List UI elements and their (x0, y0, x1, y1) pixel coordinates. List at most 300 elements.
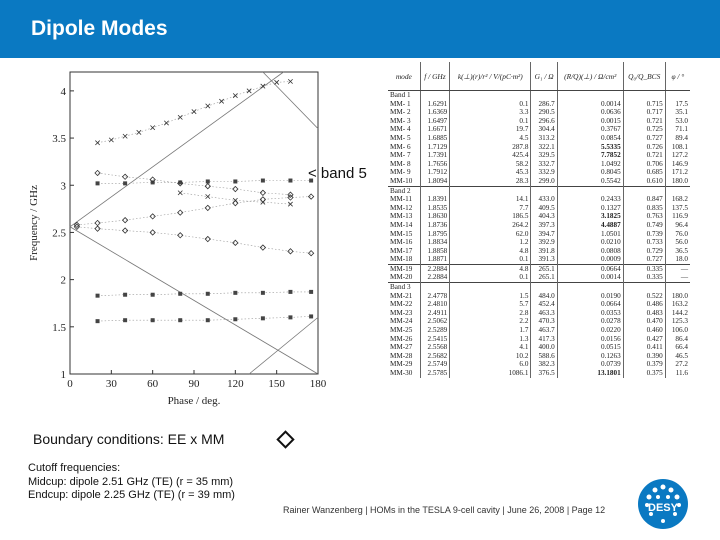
table-cell: 96.4 (665, 221, 690, 230)
table-cell: 1.5 (450, 292, 531, 301)
table-cell: 1.8834 (420, 238, 450, 247)
table-cell: 2.8 (450, 309, 531, 318)
table-cell: 0.763 (623, 212, 665, 221)
table-cell: 1.7 (450, 326, 531, 335)
table-cell: 28.3 (450, 177, 531, 186)
table-cell: MM-29 (390, 360, 413, 369)
table-cell: 452.4 (531, 300, 557, 309)
point-band1 (123, 318, 127, 322)
table-cell: MM-21 (390, 291, 413, 300)
table-cell: MM- 6 (390, 142, 411, 151)
table-cell: 1.8736 (420, 221, 450, 230)
x-tick-label: 90 (188, 378, 200, 390)
table-cell: 76.0 (665, 230, 690, 239)
table-cell: 0.1 (450, 273, 531, 282)
table-cell: 463.3 (531, 309, 557, 318)
table-cell: 322.1 (531, 143, 557, 152)
series-line-band3b (77, 197, 311, 225)
table-cell: 0.0015 (557, 117, 623, 126)
table-cell: 180.0 (665, 292, 690, 301)
table-cell: 168.2 (665, 195, 690, 204)
point-band4 (233, 179, 237, 183)
point-band2 (261, 291, 265, 295)
y-axis-label: Frequency / GHz (28, 185, 40, 261)
point-band4 (206, 179, 210, 183)
table-cell: 1.6369 (420, 108, 450, 117)
table-cell: 186.5 (450, 212, 531, 221)
table-cell: 409.5 (531, 204, 557, 213)
table-cell: 0.0515 (557, 343, 623, 352)
table-row (388, 151, 690, 160)
table-cell: 116.9 (665, 212, 690, 221)
table-cell: 0.1263 (557, 352, 623, 361)
table-cell: 0.460 (623, 326, 665, 335)
table-cell: 0.0014 (557, 273, 623, 282)
table-cell: 0.1 (450, 100, 531, 109)
band-label: Band 3 (388, 283, 420, 292)
table-cell: 137.5 (665, 204, 690, 213)
table-cell: 1.7912 (420, 168, 450, 177)
table-cell: 0.335 (623, 273, 665, 282)
table-row (388, 273, 690, 282)
point-band2 (151, 293, 155, 297)
table-cell: 304.4 (531, 125, 557, 134)
table-cell: 0.0636 (557, 108, 623, 117)
table-cell: 417.3 (531, 335, 557, 344)
table-cell: 2.5415 (420, 335, 450, 344)
table-cell: 0.390 (623, 352, 665, 361)
table-cell: 0.0014 (557, 100, 623, 109)
table-cell: 0.715 (623, 100, 665, 109)
point-band5 (123, 134, 127, 138)
point-band5 (247, 89, 251, 93)
table-header-0: mode (388, 62, 420, 91)
table-cell: 0.727 (623, 255, 665, 264)
table-cell: 264.2 (450, 221, 531, 230)
table-cell: — (665, 264, 690, 273)
x-tick-label: 150 (268, 378, 285, 390)
table-cell: 0.0220 (557, 326, 623, 335)
series-line-band5b (180, 193, 290, 204)
band-5-annotation: < band 5 (308, 165, 367, 182)
point-band2 (96, 294, 100, 298)
table-cell: 394.7 (531, 230, 557, 239)
table-cell: 0.5542 (557, 177, 623, 186)
table-row (388, 100, 690, 109)
table-cell: 433.0 (531, 195, 557, 204)
x-tick-label: 30 (105, 378, 117, 390)
table-cell: 392.9 (531, 238, 557, 247)
y-tick-label: 1 (60, 369, 66, 381)
table-header-5: Q₀/Q_BCS (623, 62, 665, 91)
table-row (388, 212, 690, 221)
table-cell: 2.5785 (420, 369, 450, 378)
table-cell: 2.5749 (420, 360, 450, 369)
table-cell: 1.6291 (420, 100, 450, 109)
table-row (388, 160, 690, 169)
point-band1 (288, 315, 292, 319)
point-band1 (309, 314, 313, 318)
table-cell: MM-13 (390, 212, 413, 221)
point-band5 (288, 79, 292, 83)
table-cell: 0.411 (623, 343, 665, 352)
cutoff-frequencies (28, 462, 235, 503)
table-cell: 35.1 (665, 108, 690, 117)
point-band1 (233, 317, 237, 321)
table-row (388, 117, 690, 126)
table-cell: MM-26 (390, 334, 413, 343)
table-cell: 1.0501 (557, 230, 623, 239)
table-cell: MM-17 (390, 246, 413, 255)
y-tick-label: 2 (60, 274, 66, 287)
table-cell: 1.8630 (420, 212, 450, 221)
x-tick-label: 120 (227, 378, 244, 390)
table-cell: MM-19 (388, 264, 420, 273)
table-cell: 1.8535 (420, 204, 450, 213)
table-cell: 0.0854 (557, 134, 623, 143)
point-band1 (206, 318, 210, 322)
table-cell: MM-28 (390, 351, 413, 360)
table-cell: 0.0353 (557, 309, 623, 318)
table-cell: 108.1 (665, 143, 690, 152)
table-cell: 1.6885 (420, 134, 450, 143)
table-cell: 0.727 (623, 134, 665, 143)
table-cell: MM-24 (390, 317, 413, 326)
point-band5 (219, 99, 223, 103)
table-cell: MM- 9 (390, 168, 411, 177)
table-cell: 0.0009 (557, 255, 623, 264)
x-axis-label: Phase / deg. (167, 395, 221, 407)
point-band3a (309, 251, 314, 256)
table-cell: 0.0278 (557, 317, 623, 326)
table-cell: 71.1 (665, 125, 690, 134)
table-cell: 1.6497 (420, 117, 450, 126)
x-tick-label: 60 (147, 378, 159, 390)
y-tick-label: 3 (60, 180, 66, 193)
table-cell: 0.685 (623, 168, 665, 177)
cutoff-midcup: Midcup: dipole 2.51 GHz (TE) (r = 35 mm) (28, 475, 234, 488)
table-cell: 470.3 (531, 317, 557, 326)
point-band1 (261, 316, 265, 320)
point-band4 (96, 181, 100, 185)
table-cell: MM-20 (390, 273, 413, 282)
point-band5 (178, 115, 182, 119)
point-band5 (150, 125, 154, 129)
table-cell: 0.379 (623, 360, 665, 369)
series-line-band2 (98, 292, 312, 296)
table-cell: 0.610 (623, 177, 665, 186)
table-row (388, 292, 690, 301)
table-cell: 397.3 (531, 221, 557, 230)
table-cell: 7.7852 (557, 151, 623, 160)
table-row (388, 177, 690, 186)
table-cell: 299.0 (531, 177, 557, 186)
table-cell: MM-23 (390, 308, 413, 317)
table-cell: 5.7 (450, 300, 531, 309)
x-tick-label: 180 (309, 378, 327, 390)
point-band4 (288, 179, 292, 183)
table-cell: 391.3 (531, 255, 557, 264)
desy-logo (637, 478, 689, 530)
table-cell: 588.6 (531, 352, 557, 361)
table-cell: MM- 7 (390, 151, 411, 160)
table-cell: 1.8858 (420, 247, 450, 256)
table-cell: 106.0 (665, 326, 690, 335)
table-cell: 7.7 (450, 204, 531, 213)
table-cell: 10.2 (450, 352, 531, 361)
table-cell: 0.1 (450, 255, 531, 264)
logo-text: DESY (648, 502, 678, 514)
table-cell: 382.3 (531, 360, 557, 369)
table-cell: 4.8 (450, 264, 531, 273)
dispersion-plot (28, 62, 358, 417)
table-cell: 0.522 (623, 292, 665, 301)
table-cell: 146.9 (665, 160, 690, 169)
table-header-4: (R/Q)(⊥) / Ω/cm² (557, 62, 623, 91)
table-cell: 2.4810 (420, 300, 450, 309)
table-cell: 400.0 (531, 343, 557, 352)
table-cell: 0.749 (623, 221, 665, 230)
table-cell: 0.1 (450, 117, 531, 126)
light-line (70, 227, 318, 374)
table-cell: 144.2 (665, 309, 690, 318)
table-cell: — (665, 273, 690, 282)
table-cell: 0.0664 (557, 264, 623, 273)
cutoff-endcup: Endcup: dipole 2.25 GHz (TE) (r = 39 mm) (28, 489, 235, 501)
table-cell: 0.706 (623, 160, 665, 169)
table-cell: 0.375 (623, 369, 665, 378)
point-band5 (274, 80, 278, 84)
table-cell: 463.7 (531, 326, 557, 335)
point-band5b (178, 191, 182, 195)
point-band5 (109, 138, 113, 142)
table-cell: 0.733 (623, 238, 665, 247)
table-row (388, 360, 690, 369)
table-cell: 0.725 (623, 125, 665, 134)
table-header-6: φ / ° (665, 62, 690, 91)
point-band3a (288, 249, 293, 254)
table-cell: 2.5568 (420, 343, 450, 352)
table-cell: 2.2884 (420, 273, 450, 282)
point-band5 (137, 130, 141, 134)
table-cell: 1.3 (450, 335, 531, 344)
table-row (388, 195, 690, 204)
band-heading (388, 91, 690, 100)
table-cell: MM-18 (390, 255, 413, 264)
point-band1 (178, 318, 182, 322)
table-cell: 45.3 (450, 168, 531, 177)
table-cell: 332.9 (531, 168, 557, 177)
y-tick-label: 1.5 (52, 321, 66, 334)
table-cell: 329.5 (531, 151, 557, 160)
table-cell: 0.847 (623, 195, 665, 204)
table-cell: 27.2 (665, 360, 690, 369)
series-line-band3a (77, 227, 311, 253)
point-band3a (74, 224, 79, 229)
table-cell: 1.7391 (420, 151, 450, 160)
table-row (388, 134, 690, 143)
table-cell: MM-25 (390, 326, 413, 335)
table-cell: MM- 2 (390, 108, 411, 117)
table-cell: 86.4 (665, 335, 690, 344)
point-band1 (96, 319, 100, 323)
table-cell: 404.3 (531, 212, 557, 221)
table-row (388, 204, 690, 213)
table-cell: 0.1327 (557, 204, 623, 213)
table-cell: 6.0 (450, 360, 531, 369)
table-row (388, 309, 690, 318)
table-cell: 0.335 (623, 264, 665, 273)
table-cell: 46.5 (665, 352, 690, 361)
table-cell: 0.3767 (557, 125, 623, 134)
table-cell: 14.1 (450, 195, 531, 204)
table-row (388, 168, 690, 177)
point-band2 (123, 293, 127, 297)
point-band2 (309, 290, 313, 294)
table-cell: 171.2 (665, 168, 690, 177)
point-band4 (261, 179, 265, 183)
table-cell: 36.5 (665, 247, 690, 256)
diamond-marker-icon (276, 430, 294, 448)
point-band2 (206, 292, 210, 296)
table-cell: MM-10 (390, 176, 413, 185)
table-cell: 58.2 (450, 160, 531, 169)
table-cell: MM- 1 (390, 99, 411, 108)
band-label: Band 2 (388, 186, 420, 195)
band-label: Band 1 (390, 91, 411, 99)
table-cell: 391.8 (531, 247, 557, 256)
table-cell: 0.0156 (557, 335, 623, 344)
table-row (388, 221, 690, 230)
table-cell: MM-12 (390, 203, 413, 212)
table-row (388, 108, 690, 117)
table-cell: 296.6 (531, 117, 557, 126)
table-cell: 287.8 (450, 143, 531, 152)
table-row (388, 352, 690, 361)
table-cell: 2.4778 (420, 292, 450, 301)
light-line (249, 317, 318, 374)
table-cell: MM- 8 (390, 159, 411, 168)
table-row (388, 369, 690, 378)
point-band5 (192, 109, 196, 113)
table-cell: 0.2433 (557, 195, 623, 204)
table-cell: 265.1 (531, 264, 557, 273)
table-row (388, 335, 690, 344)
y-tick-label: 3.5 (52, 133, 66, 146)
table-cell: 1.7129 (420, 143, 450, 152)
y-tick-label: 2.5 (52, 227, 66, 240)
point-band3b (309, 194, 314, 199)
table-cell: 62.0 (450, 230, 531, 239)
table-row (388, 264, 690, 273)
light-line (263, 72, 318, 129)
table-cell: 1.8391 (420, 195, 450, 204)
table-cell: MM-14 (390, 220, 413, 229)
point-band2 (178, 292, 182, 296)
header-bar (0, 0, 720, 58)
table-row (388, 300, 690, 309)
table-cell: 0.470 (623, 317, 665, 326)
table-cell: MM-15 (390, 229, 413, 238)
band-heading (388, 186, 690, 195)
table-cell: MM- 3 (390, 116, 411, 125)
table-cell: 484.0 (531, 292, 557, 301)
table-cell: 0.729 (623, 247, 665, 256)
plot-frame (70, 72, 318, 374)
table-cell: 0.486 (623, 300, 665, 309)
table-cell: 0.835 (623, 204, 665, 213)
table-cell: 290.5 (531, 108, 557, 117)
table-cell: 127.2 (665, 151, 690, 160)
table-cell: 4.8 (450, 247, 531, 256)
table-cell: 376.5 (531, 369, 557, 378)
table-cell: MM- 4 (390, 125, 411, 134)
table-cell: MM-27 (390, 343, 413, 352)
table-cell: 1.8094 (420, 177, 450, 186)
table-row (388, 125, 690, 134)
point-band2 (233, 291, 237, 295)
table-row (388, 143, 690, 152)
table-cell: 18.0 (665, 255, 690, 264)
table-cell: MM- 5 (390, 133, 411, 142)
table-cell: 3.1825 (557, 212, 623, 221)
table-cell: 53.0 (665, 117, 690, 126)
cutoff-title: Cutoff frequencies: (28, 462, 121, 474)
table-row (388, 343, 690, 352)
table-cell: 2.5062 (420, 317, 450, 326)
x-tick-label: 0 (67, 378, 73, 390)
table-cell: 425.4 (450, 151, 531, 160)
table-cell: 2.4911 (420, 309, 450, 318)
table-cell: 5.5335 (557, 143, 623, 152)
table-header-1: f / GHz (420, 62, 450, 91)
table-cell: MM-16 (390, 238, 413, 247)
table-cell: 180.0 (665, 177, 690, 186)
y-tick-label: 4 (60, 85, 66, 98)
table-cell: 3.3 (450, 108, 531, 117)
table-cell: 1.7656 (420, 160, 450, 169)
table-cell: 1.6671 (420, 125, 450, 134)
footer-text: Rainer Wanzenberg | HOMs in the TESLA 9-cell cavity | June 26, 2008 | Page 12 (283, 505, 606, 515)
table-cell: 0.0210 (557, 238, 623, 247)
table-cell: 4.4887 (557, 221, 623, 230)
table-cell: 1.8871 (420, 255, 450, 264)
table-cell: 0.8045 (557, 168, 623, 177)
table-cell: 2.2 (450, 317, 531, 326)
light-line (70, 72, 284, 227)
table-cell: MM-22 (390, 300, 413, 309)
table-row (388, 238, 690, 247)
point-band2 (288, 290, 292, 294)
table-cell: 56.0 (665, 238, 690, 247)
table-cell: 0.0190 (557, 292, 623, 301)
table-cell: 11.6 (665, 369, 690, 378)
table-cell: 0.0739 (557, 360, 623, 369)
table-cell: 0.427 (623, 335, 665, 344)
table-cell: 0.483 (623, 309, 665, 318)
table-cell: 2.5682 (420, 352, 450, 361)
mode-table (388, 62, 690, 378)
table-cell: 66.4 (665, 343, 690, 352)
table-cell: 0.0664 (557, 300, 623, 309)
table-header-3: G₁ / Ω (531, 62, 557, 91)
boundary-conditions-label: Boundary conditions: EE x MM (33, 431, 225, 447)
table-cell: 2.5289 (420, 326, 450, 335)
table-cell: 4.1 (450, 343, 531, 352)
table-cell: 0.0808 (557, 247, 623, 256)
table-cell: MM-11 (390, 195, 413, 204)
table-cell: 2.2884 (420, 264, 450, 273)
